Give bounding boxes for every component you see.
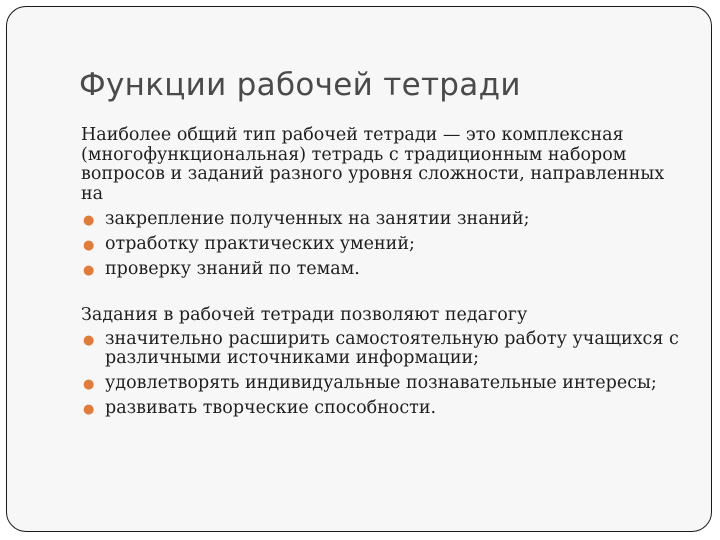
slide-title: Функции рабочей тетради	[79, 67, 521, 103]
list-item-text: закрепление полученных на занятии знаний;	[105, 209, 530, 229]
list-item-text: проверку знаний по темам.	[105, 259, 360, 279]
list-item	[81, 399, 691, 419]
list-item	[81, 235, 691, 255]
list-item	[81, 330, 691, 369]
list-item-text: значительно расширить самостоятельную работу учащихся с различными источниками информации;	[105, 328, 679, 368]
list-item-text: развивать творческие способности.	[105, 398, 437, 418]
bullet-icon: ●	[83, 238, 95, 253]
list-item-text: удовлетворять индивидуальные познавательные интересы;	[105, 373, 657, 393]
intro-paragraph: Наиболее общий тип рабочей тетради — это комплексная (многофункциональная) тетрадь с традиционным набором вопросов и заданий разного уровня сложности, направленных на	[81, 125, 665, 204]
bullet-icon: ●	[83, 377, 95, 392]
list-item	[81, 260, 691, 280]
list-item	[81, 374, 691, 394]
list-item	[81, 210, 691, 230]
purpose-list	[81, 210, 691, 280]
slide-body	[81, 126, 691, 424]
bullet-icon: ●	[83, 332, 95, 348]
paragraph-gap	[81, 285, 691, 306]
benefits-list	[81, 330, 691, 419]
bullet-icon: ●	[83, 263, 95, 278]
slide-frame	[6, 6, 712, 532]
second-paragraph: Задания в рабочей тетради позволяют педагогу	[81, 305, 528, 325]
bullet-icon: ●	[83, 402, 95, 417]
list-item-text: отработку практических умений;	[105, 234, 415, 254]
bullet-icon: ●	[83, 213, 95, 228]
